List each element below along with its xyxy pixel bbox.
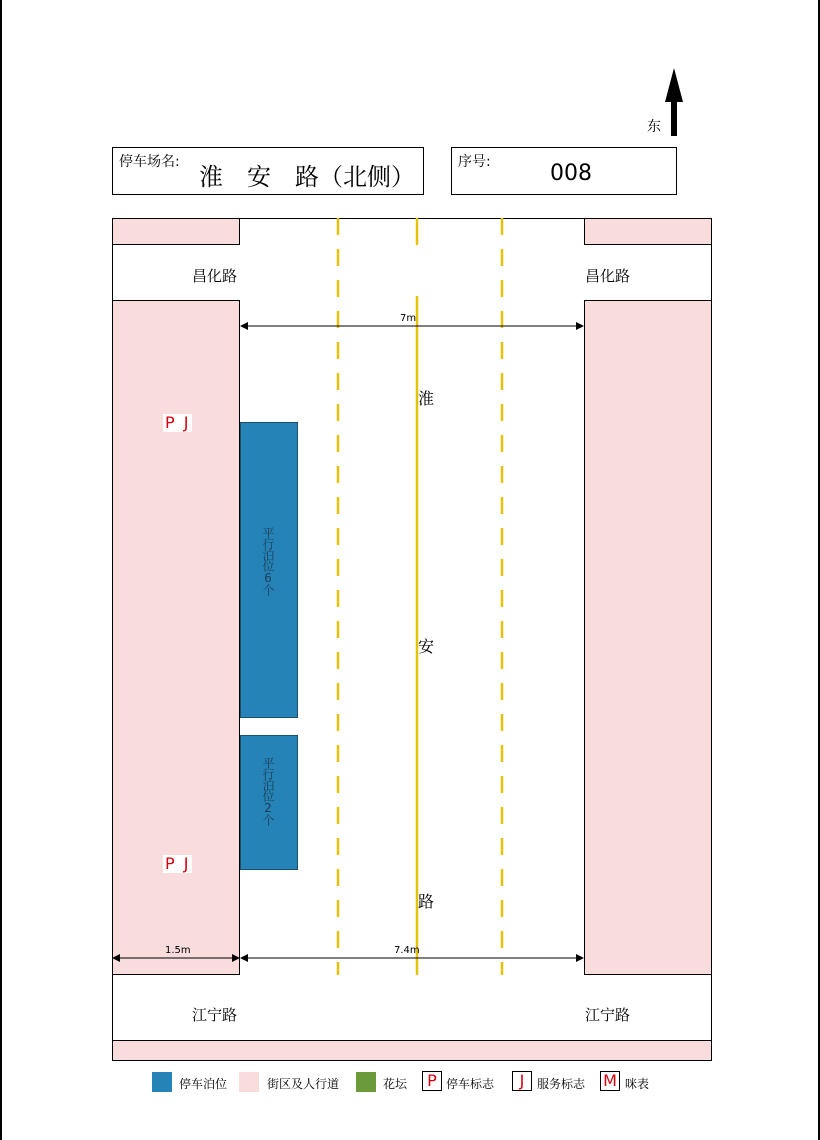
road-name-char-3: 路	[418, 892, 435, 911]
lot-name-value: 淮 安 路（北侧）	[199, 163, 415, 191]
dim-bottom-width: 7.4m	[394, 945, 420, 956]
compass-direction: 东	[647, 119, 661, 135]
parking-bay-1-label: 平行泊位6个	[261, 527, 275, 595]
legend-parking-label: 停车泊位	[179, 1077, 228, 1091]
road-name-char-1: 淮	[418, 389, 435, 408]
serial-value: 008	[550, 161, 592, 186]
street-top-left: 昌化路	[192, 267, 238, 285]
legend-j-label: 服务标志	[537, 1077, 586, 1091]
dim-sidewalk-width: 1.5m	[165, 945, 191, 956]
legend-p-icon: P	[422, 1071, 442, 1091]
legend-m-icon: M	[600, 1071, 620, 1091]
legend-p-label: 停车标志	[446, 1077, 495, 1091]
street-bottom-right: 江宁路	[585, 1006, 631, 1024]
legend-parking-swatch	[152, 1072, 172, 1092]
parking-bay-2-label: 平行泊位2个	[261, 757, 275, 825]
lane-markings	[2, 0, 820, 1140]
dim-top-width: 7m	[400, 313, 417, 324]
street-bottom-left: 江宁路	[192, 1006, 238, 1024]
legend-sidewalk-label: 街区及人行道	[267, 1077, 340, 1091]
road-name-char-2: 安	[418, 637, 435, 656]
legend-sidewalk-swatch	[239, 1072, 259, 1092]
sign-pj-north: P J	[165, 413, 191, 432]
legend-m-label: 咪表	[625, 1077, 650, 1091]
serial-label: 序号:	[458, 154, 491, 170]
lot-name-label: 停车场名:	[119, 154, 180, 170]
legend-j-icon: J	[512, 1071, 532, 1091]
legend-flowerbed-label: 花坛	[383, 1077, 408, 1091]
sign-pj-south: P J	[165, 854, 191, 873]
street-top-right: 昌化路	[585, 267, 631, 285]
legend-flowerbed-swatch	[356, 1072, 376, 1092]
